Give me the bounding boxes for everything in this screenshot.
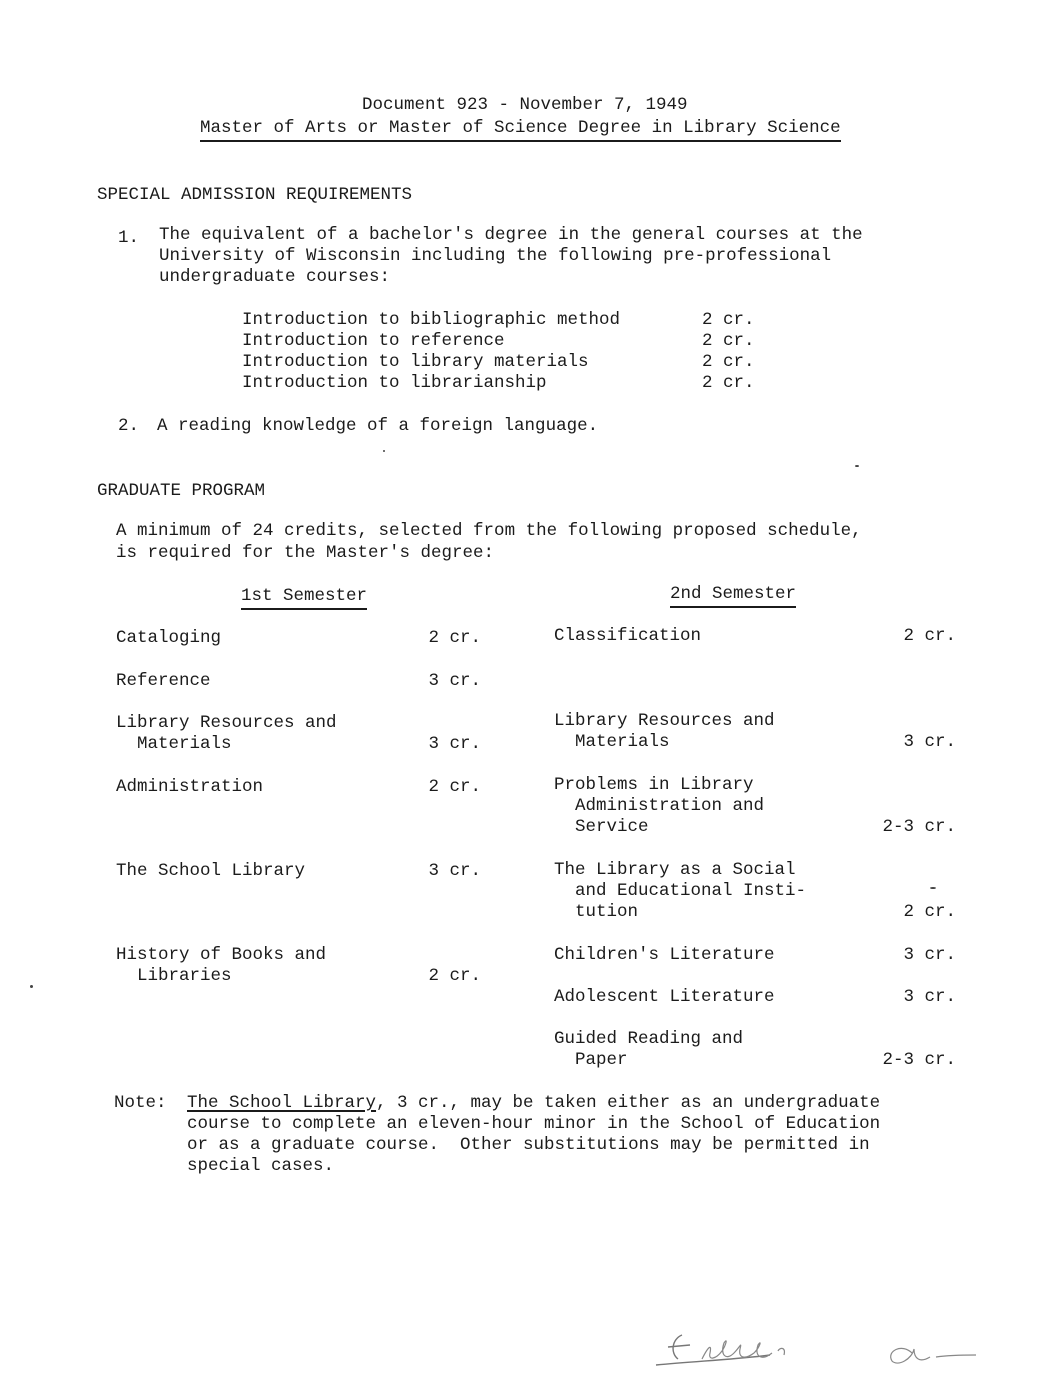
sem2-course-credits: 2-3 cr. [882, 1050, 956, 1070]
sem2-course-name-cont: Service [554, 817, 649, 837]
sem1-course-name-cont: Libraries [116, 966, 232, 986]
signature-scribble-icon [650, 1325, 980, 1375]
sem2-course-name: The Library as a Social [554, 860, 796, 880]
note-underlined-title: The School Library [187, 1093, 377, 1113]
stray-mark [383, 450, 385, 452]
prereq-course-name: Introduction to reference [242, 331, 505, 351]
item-number-1: 1. [118, 228, 140, 248]
document-line: Document 923 - November 7, 1949 [362, 95, 688, 115]
sem1-course-name: Administration [116, 777, 264, 797]
sem1-course-credits: 2 cr. [428, 628, 481, 648]
note-line-1 [187, 1093, 880, 1114]
admission-heading: SPECIAL ADMISSION REQUIREMENTS [97, 185, 413, 205]
sem1-course-credits: 3 cr. [428, 861, 481, 881]
page-title: Master of Arts or Master of Science Degree in Library Science [200, 118, 841, 142]
note-line-3: or as a graduate course. Other substitutions may be permitted in [187, 1135, 870, 1155]
sem1-course-name-cont: Materials [116, 734, 232, 754]
sem1-course-name: Library Resources and [116, 713, 337, 733]
sem2-course-name: Classification [554, 626, 702, 646]
stray-mark [930, 887, 936, 889]
note-line-2 [187, 1114, 880, 1135]
item1-line-3: undergraduate courses: [159, 267, 391, 287]
sem2-course-name: Problems in Library [554, 775, 754, 795]
prereq-course-credits: 2 cr. [702, 352, 755, 372]
semester-2-heading: 2nd Semester [670, 584, 796, 608]
sem1-course-name: Cataloging [116, 628, 222, 648]
semester-1-heading: 1st Semester [241, 586, 367, 610]
sem1-course-name: History of Books and [116, 945, 327, 965]
sem2-course-name-cont: tution [554, 902, 639, 922]
note-label: Note: [114, 1093, 167, 1113]
prereq-course-credits: 2 cr. [702, 310, 755, 330]
sem2-course-credits: 3 cr. [903, 945, 956, 965]
sem2-course-credits: 3 cr. [903, 732, 956, 752]
note-line-2-text: course to complete an eleven-hour minor in the School of Education [187, 1114, 881, 1134]
sem1-course-name: The School Library [116, 861, 306, 881]
item1-line-1: The equivalent of a bachelor's degree in the general courses at the [159, 225, 863, 245]
sem2-course-credits: 2 cr. [903, 902, 956, 922]
sem2-course-name: Guided Reading and [554, 1029, 744, 1049]
program-heading: GRADUATE PROGRAM [97, 481, 266, 501]
sem2-course-credits: 2-3 cr. [882, 817, 956, 837]
sem1-course-credits: 2 cr. [428, 777, 481, 797]
sem2-course-name: Adolescent Literature [554, 987, 775, 1007]
sem1-course-credits: 3 cr. [428, 734, 481, 754]
sem1-course-credits: 3 cr. [428, 671, 481, 691]
note-line-4: special cases. [187, 1156, 335, 1176]
note-line-1-rest: , 3 cr., may be taken either as an undergraduate [376, 1093, 881, 1113]
sem2-course-name-cont: Materials [554, 732, 670, 752]
item1-line-2: University of Wisconsin including the following pre-professional [159, 246, 832, 266]
sem1-course-credits: 2 cr. [428, 966, 481, 986]
program-intro-line-1: A minimum of 24 credits, selected from the following proposed schedule, [116, 521, 862, 541]
sem2-course-credits: 2 cr. [903, 626, 956, 646]
sem2-course-name-cont: Paper [554, 1050, 628, 1070]
prereq-course-credits: 2 cr. [702, 373, 755, 393]
prereq-course-name: Introduction to librarianship [242, 373, 547, 393]
sem2-course-name: Children's Literature [554, 945, 775, 965]
stray-mark [855, 465, 859, 467]
prereq-course-name: Introduction to bibliographic method [242, 310, 621, 330]
item-number-2: 2. [118, 416, 140, 436]
item2-text: A reading knowledge of a foreign language. [157, 416, 599, 436]
sem1-course-name: Reference [116, 671, 211, 691]
sem2-course-credits: 3 cr. [903, 987, 956, 1007]
sem2-course-name: Library Resources and [554, 711, 775, 731]
stray-mark [30, 985, 33, 988]
prereq-course-name: Introduction to library materials [242, 352, 589, 372]
prereq-course-credits: 2 cr. [702, 331, 755, 351]
program-intro-line-2: is required for the Master's degree: [116, 543, 495, 563]
handwritten-signature [650, 1325, 980, 1375]
sem2-course-name-cont: and Educational Insti- [554, 881, 807, 901]
sem2-course-name-cont: Administration and [554, 796, 765, 816]
